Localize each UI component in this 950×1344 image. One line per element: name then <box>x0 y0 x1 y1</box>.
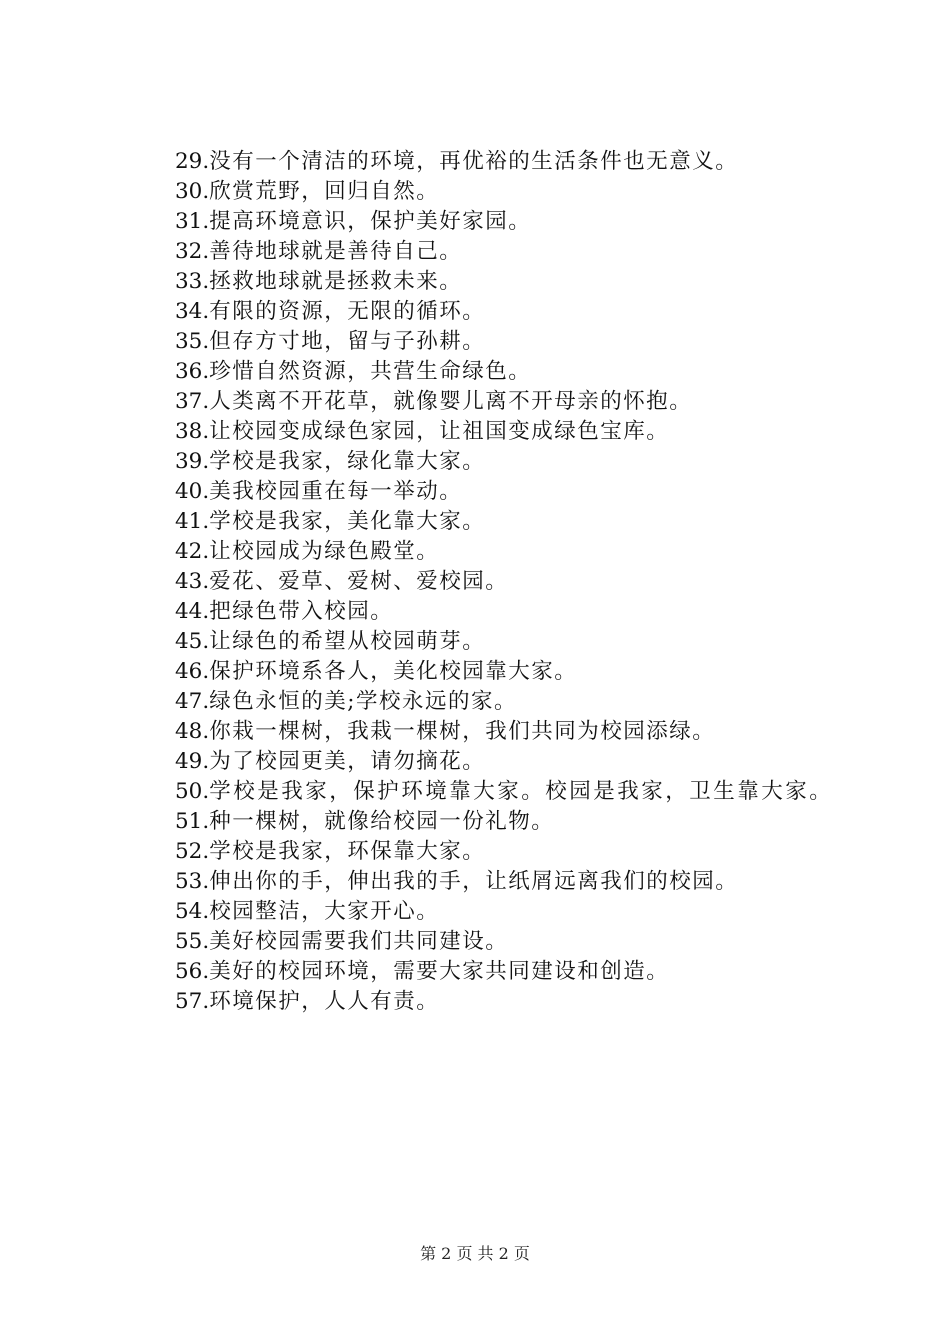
item-text: 美我校园重在每一举动。 <box>209 479 463 504</box>
list-item <box>128 447 838 477</box>
item-text: 美好的校园环境，需要大家共同建设和创造。 <box>209 959 670 984</box>
item-number: 31. <box>175 209 210 234</box>
item-number: 44. <box>175 599 210 624</box>
list-item <box>128 957 838 987</box>
item-text: 环境保护，人人有责。 <box>209 989 440 1014</box>
list-item <box>128 807 838 837</box>
list-item <box>128 177 838 207</box>
item-text: 学校是我家，绿化靠大家。 <box>209 449 486 474</box>
item-number: 40. <box>175 479 210 504</box>
item-number: 34. <box>175 299 210 324</box>
item-text: 让校园成为绿色殿堂。 <box>209 539 440 564</box>
item-text: 人类离不开花草，就像婴儿离不开母亲的怀抱。 <box>209 389 693 414</box>
item-text: 学校是我家，保护环境靠大家。校园是我家，卫生靠大家。 <box>209 779 834 804</box>
item-number: 48. <box>175 719 210 744</box>
item-number: 55. <box>175 929 210 954</box>
list-item <box>128 267 838 297</box>
page-number-label: 第 2 页 共 2 页 <box>420 1244 530 1263</box>
slogan-list <box>128 147 838 1017</box>
item-number: 41. <box>175 509 210 534</box>
item-number: 38. <box>175 419 210 444</box>
page-footer <box>0 1244 950 1264</box>
list-item <box>128 717 838 747</box>
item-number: 33. <box>175 269 210 294</box>
item-text: 让绿色的希望从校园萌芽。 <box>209 629 486 654</box>
item-number: 39. <box>175 449 210 474</box>
item-text: 把绿色带入校园。 <box>209 599 394 624</box>
list-item <box>128 597 838 627</box>
item-text: 但存方寸地，留与子孙耕。 <box>209 329 486 354</box>
list-item <box>128 777 838 807</box>
list-item <box>128 927 838 957</box>
item-number: 57. <box>175 989 210 1014</box>
item-number: 52. <box>175 839 210 864</box>
item-number: 36. <box>175 359 210 384</box>
item-number: 53. <box>175 869 210 894</box>
list-item <box>128 627 838 657</box>
item-text: 善待地球就是善待自己。 <box>209 239 463 264</box>
item-number: 50. <box>175 779 210 804</box>
item-text: 伸出你的手，伸出我的手，让纸屑远离我们的校园。 <box>209 869 739 894</box>
item-number: 54. <box>175 899 210 924</box>
item-number: 42. <box>175 539 210 564</box>
item-text: 学校是我家，环保靠大家。 <box>209 839 486 864</box>
list-item <box>128 297 838 327</box>
list-item <box>128 537 838 567</box>
item-text: 种一棵树，就像给校园一份礼物。 <box>209 809 555 834</box>
list-item <box>128 987 838 1017</box>
list-item <box>128 237 838 267</box>
item-text: 爱花、爱草、爱树、爱校园。 <box>209 569 509 594</box>
item-text: 校园整洁，大家开心。 <box>209 899 440 924</box>
list-item <box>128 747 838 777</box>
item-text: 为了校园更美，请勿摘花。 <box>209 749 486 774</box>
item-number: 46. <box>175 659 210 684</box>
list-item <box>128 477 838 507</box>
item-text: 提高环境意识，保护美好家园。 <box>209 209 532 234</box>
item-number: 30. <box>175 179 210 204</box>
item-number: 32. <box>175 239 210 264</box>
item-number: 35. <box>175 329 210 354</box>
item-text: 让校园变成绿色家园，让祖国变成绿色宝库。 <box>209 419 670 444</box>
list-item <box>128 867 838 897</box>
item-number: 45. <box>175 629 210 654</box>
list-item <box>128 147 838 177</box>
list-item <box>128 387 838 417</box>
item-text: 拯救地球就是拯救未来。 <box>209 269 463 294</box>
item-text: 学校是我家，美化靠大家。 <box>209 509 486 534</box>
list-item <box>128 897 838 927</box>
item-number: 29. <box>175 149 210 174</box>
list-item <box>128 327 838 357</box>
list-item <box>128 567 838 597</box>
item-text: 有限的资源，无限的循环。 <box>209 299 486 324</box>
item-text: 你栽一棵树，我栽一棵树，我们共同为校园添绿。 <box>209 719 716 744</box>
item-text: 保护环境系各人，美化校园靠大家。 <box>209 659 578 684</box>
item-text: 没有一个清洁的环境，再优裕的生活条件也无意义。 <box>209 149 739 174</box>
list-item <box>128 837 838 867</box>
item-number: 37. <box>175 389 210 414</box>
item-text: 珍惜自然资源，共营生命绿色。 <box>209 359 532 384</box>
item-number: 47. <box>175 689 210 714</box>
item-number: 43. <box>175 569 210 594</box>
list-item <box>128 657 838 687</box>
list-item <box>128 207 838 237</box>
item-number: 51. <box>175 809 210 834</box>
list-item <box>128 687 838 717</box>
list-item <box>128 417 838 447</box>
list-item <box>128 357 838 387</box>
item-text: 美好校园需要我们共同建设。 <box>209 929 509 954</box>
item-text: 绿色永恒的美;学校永远的家。 <box>209 689 517 714</box>
item-number: 56. <box>175 959 210 984</box>
item-text: 欣赏荒野，回归自然。 <box>209 179 440 204</box>
list-item <box>128 507 838 537</box>
item-number: 49. <box>175 749 210 774</box>
